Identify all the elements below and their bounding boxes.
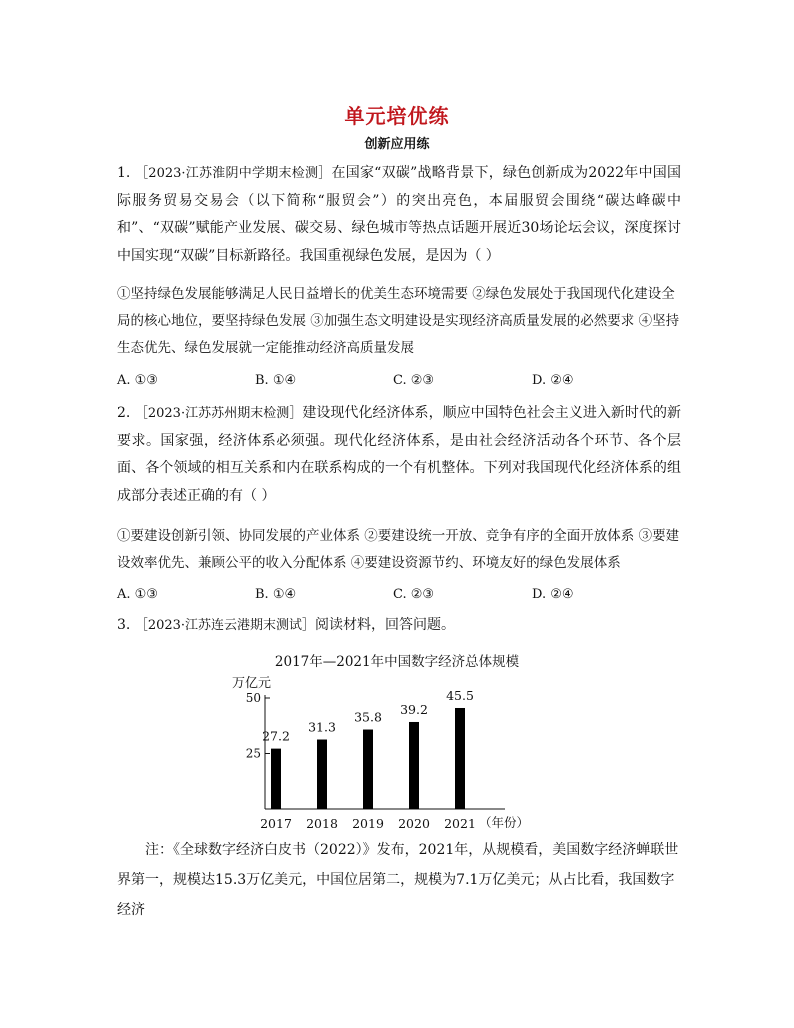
bar-value-label: 35.8	[354, 709, 382, 725]
question-2-text: 建设现代化经济体系，顺应中国特色社会主义进入新时代的新要求。国家强，经济体系必须强。现代化经济体系，是由社会经济活动各个环节、各个层面、各个领域的相互关系和内在联系构成的一个有机整体。下列对我国现代化经济体系的组成部分表述正确的有（ ）	[117, 405, 682, 504]
question-3-text: 阅读材料，回答问题。	[315, 617, 456, 633]
question-2-number: 2.	[117, 405, 131, 421]
question-2-stem	[117, 400, 681, 510]
bar-value-label: 31.3	[308, 719, 336, 735]
question-1-choices	[117, 373, 681, 393]
section-subtitle: 创新应用练	[364, 137, 430, 152]
y-tick-label: 50	[245, 691, 261, 705]
question-1-stem	[117, 160, 681, 270]
x-tick-label: 2019	[352, 816, 384, 831]
question-2-source: ［2023·江苏苏州期末检测］	[134, 406, 303, 421]
chart-note: 注：《全球数字经济白皮书（2022）》发布，2021年，从规模看，美国数字经济蝉联世界第一，规模达15.3万亿美元，中国位居第二，规模为7.1万亿美元；从占比看，我国数字经济	[117, 842, 679, 918]
x-tick-label: 2020	[398, 816, 430, 831]
question-1-choice-d[interactable]: D. ②④	[532, 373, 574, 388]
question-1-choice-c[interactable]: C. ②③	[393, 373, 435, 388]
question-3-stem	[117, 612, 681, 640]
bar-value-label: 45.5	[446, 687, 474, 703]
question-1-number: 1.	[117, 165, 131, 181]
bar	[317, 740, 327, 809]
page-title: 单元培优练	[344, 104, 450, 128]
x-tick-label: 2017	[260, 816, 292, 831]
x-axis-label: （年份）	[479, 815, 530, 830]
bar	[271, 749, 281, 809]
question-1-choice-b[interactable]: B. ①④	[255, 373, 297, 388]
bar	[363, 730, 373, 809]
question-2-choice-b[interactable]: B. ①④	[255, 587, 297, 602]
y-tick-label: 25	[245, 746, 261, 761]
question-1-text: 在国家“双碳”战略背景下，绿色创新成为2022年中国国际服务贸易交易会（以下简称“服贸会”）的突出亮色，本届服贸会围绕“碳达峰碳中和”、“双碳”赋能产业发展、碳交易、绿色城市等热点话题开展近30场论坛会议，深度探讨中国实现“双碳”目标新路径。我国重视绿色发展，是因为（ ）	[117, 165, 681, 264]
x-tick-label: 2018	[306, 816, 338, 831]
question-2-choice-a[interactable]: A. ①③	[117, 587, 158, 602]
bar	[455, 708, 465, 809]
question-3-number: 3.	[117, 617, 131, 633]
question-2-choices	[117, 587, 681, 607]
x-tick-label: 2021	[444, 816, 476, 831]
bar-value-label: 39.2	[400, 701, 428, 717]
question-1-choice-a[interactable]: A. ①③	[117, 373, 158, 388]
chart-title: 2017年—2021年中国数字经济总体规模	[274, 654, 520, 670]
bar-value-label: 27.2	[262, 728, 290, 744]
digital-economy-bar-chart	[220, 670, 570, 832]
question-1-statements: ①坚持绿色发展能够满足人民日益增长的优美生态环境需要 ②绿色发展处于我国现代化建设全局的核心地位，要坚持绿色发展 ③加强生态文明建设是实现经济高质量发展的必然要求 ④坚持生态优先、绿色发展就一定能推动经济高质量发展	[117, 286, 680, 356]
question-3-source: ［2023·江苏连云港期末测试］	[134, 618, 316, 633]
y-axis-label: 万亿元	[232, 676, 272, 691]
bar	[409, 722, 419, 809]
question-2-choice-d[interactable]: D. ②④	[532, 587, 574, 602]
question-2-statements: ①要建设创新引领、协同发展的产业体系 ②要建设统一开放、竞争有序的全面开放体系 ③要建设效率优先、兼顾公平的收入分配体系 ④要建设资源节约、环境友好的绿色发展体系	[117, 528, 680, 571]
question-1-source: ［2023·江苏淮阴中学期末检测］	[135, 166, 332, 181]
question-2-choice-c[interactable]: C. ②③	[393, 587, 435, 602]
